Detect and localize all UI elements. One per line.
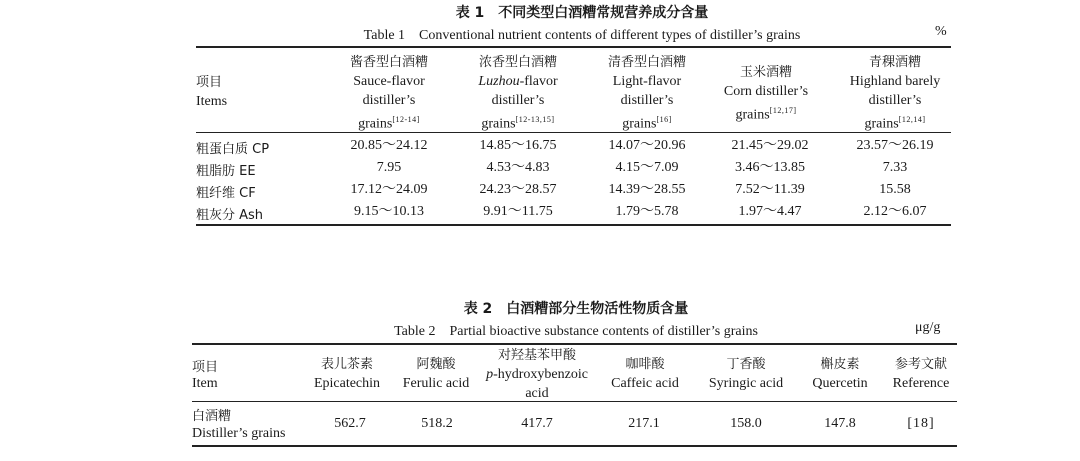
table1-cell: 2.12～6.07 <box>863 204 927 219</box>
table2-row-label-cn: 白酒糟 <box>192 409 232 424</box>
table2-row-label-en: Distiller’s grains <box>192 426 286 441</box>
table1-header-luzhou: 浓香型白酒糟 Luzhou-flavor distiller’s grains[12-13,15] <box>478 55 558 132</box>
table1-item-label-cn: 项目 <box>196 75 223 90</box>
table1-cell: 1.97～4.47 <box>738 204 802 219</box>
table2-item-label-cn: 项目 <box>192 360 219 375</box>
table2-header-hydroxybenzoic: 对羟基苯甲酸 p-hydroxybenzoic acid <box>486 348 588 401</box>
table1-cell: 14.07～20.96 <box>608 138 686 153</box>
table2-cell: 217.1 <box>628 416 660 431</box>
table1-cell: 14.39～28.55 <box>608 182 686 197</box>
table2-header-rule <box>192 401 957 402</box>
table2-cell: 417.7 <box>521 416 553 431</box>
table2-top-rule <box>192 343 957 345</box>
table2-cell: 158.0 <box>730 416 762 431</box>
table1-cell: 14.85～16.75 <box>479 138 557 153</box>
table2-cell: 518.2 <box>421 416 453 431</box>
table1-header-corn: 玉米酒糟 Corn distiller’s grains[12,17] <box>723 65 809 123</box>
table2-title-en: Table 2 Partial bioactive substance contents of distiller’s grains <box>394 324 758 339</box>
table2-cell-reference: [18] <box>907 416 935 431</box>
table1-title-cn: 表 1 不同类型白酒糟常规营养成分含量 <box>455 5 709 21</box>
table1-cell: 17.12～24.09 <box>350 182 428 197</box>
table1-bottom-rule <box>196 224 951 226</box>
table1-cell: 9.91～11.75 <box>483 204 553 219</box>
table1-row-label: 粗灰分 Ash <box>196 208 264 223</box>
table1-cell: 24.23～28.57 <box>479 182 557 197</box>
table1-cell: 9.15～10.13 <box>354 204 424 219</box>
table1-cell: 15.58 <box>879 182 911 197</box>
table1-cell: 23.57～26.19 <box>856 138 934 153</box>
table1-cell: 3.46～13.85 <box>735 160 805 175</box>
table2-title-cn: 表 2 白酒糟部分生物活性物质含量 <box>463 301 689 317</box>
table1-title-en: Table 1 Conventional nutrient contents of different types of distiller’s grains <box>363 28 801 43</box>
table2-cell: 147.8 <box>824 416 856 431</box>
table2-header-epicatechin: 表儿茶素 Epicatechin <box>313 357 381 391</box>
table1-cell: 7.95 <box>376 160 402 175</box>
table1-top-rule <box>196 46 951 48</box>
table2-header-caffeic: 咖啡酸 Caffeic acid <box>611 357 679 391</box>
table1-header-light: 清香型白酒糟 Light-flavor distiller’s grains[16] <box>607 55 687 132</box>
table2-header-syringic: 丁香酸 Syringic acid <box>708 357 784 391</box>
table2-cell: 562.7 <box>334 416 366 431</box>
table1-header-sauce: 酱香型白酒糟 Sauce-flavor distiller’s grains[12-14] <box>349 55 429 132</box>
table1-cell: 7.33 <box>882 160 908 175</box>
table1-unit: % <box>935 24 947 39</box>
table1-item-label-en: Items <box>196 94 228 109</box>
table2-unit: μg/g <box>915 320 941 335</box>
table1-cell: 4.53～4.83 <box>486 160 550 175</box>
table2-header-ferulic: 阿魏酸 Ferulic acid <box>402 357 470 391</box>
table2-item-label-en: Item <box>192 376 218 391</box>
table1-cell: 4.15～7.09 <box>615 160 679 175</box>
table1-cell: 7.52～11.39 <box>735 182 805 197</box>
table1-header-highland: 青稞酒糟 Highland barely distiller’s grains[12,14] <box>849 55 941 132</box>
table2-header-quercetin: 槲皮素 Quercetin <box>812 357 868 391</box>
table1-header-rule <box>196 132 951 133</box>
table2-bottom-rule <box>192 445 957 447</box>
table1-row-label: 粗脂肪 EE <box>196 164 256 179</box>
table1-cell: 21.45～29.02 <box>731 138 809 153</box>
table1-row-label: 粗纤维 CF <box>196 186 256 201</box>
table1-cell: 1.79～5.78 <box>615 204 679 219</box>
table1-cell: 20.85～24.12 <box>350 138 428 153</box>
table2-header-reference: 参考文献 Reference <box>892 357 950 391</box>
table1-row-label: 粗蛋白质 CP <box>196 142 270 157</box>
